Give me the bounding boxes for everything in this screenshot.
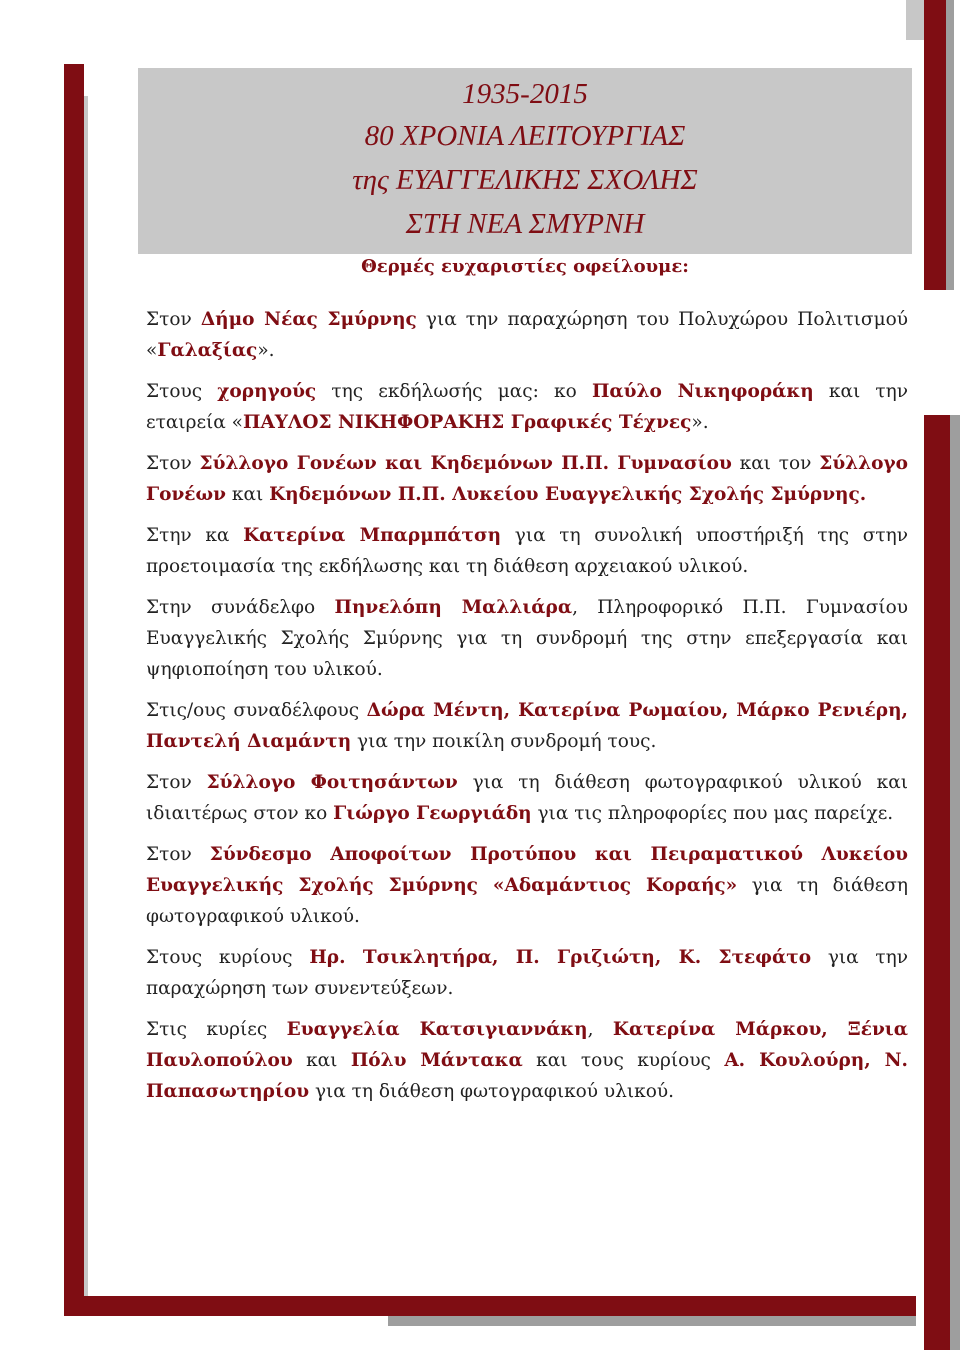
acknowledgements-body: [146, 304, 908, 1117]
highlight: Πηνελόπη Μαλλιάρα: [334, 597, 573, 618]
text: Στον: [146, 453, 200, 474]
ack-paragraph-alumni-society: [146, 767, 908, 829]
right-top-frame-shadow: [946, 0, 954, 290]
text: Στις κυρίες: [146, 1019, 287, 1040]
text: Στις/ους συναδέλφους: [146, 700, 367, 721]
text: και τον: [731, 453, 820, 474]
thanks-heading: Θερμές ευχαριστίες οφείλουμε:: [361, 256, 689, 277]
highlight: Ευαγγελία Κατσιγιαννάκη: [286, 1019, 588, 1040]
ack-paragraph-photo-contributors: [146, 1014, 908, 1107]
text: ».: [257, 340, 275, 361]
text: και: [292, 1050, 351, 1071]
text: για τη διάθεση φωτογραφικού υλικού και ιδιαιτέρως στον κο: [146, 772, 908, 824]
ack-paragraph-barbatsi: [146, 520, 908, 582]
highlight: Σύλλογο Γονέων: [146, 453, 908, 505]
title-years: 1935-2015: [462, 78, 588, 110]
highlight: Σύλλογο Φοιτησάντων: [206, 772, 458, 793]
text: για τη διάθεση φωτογραφικού υλικού.: [309, 1081, 674, 1102]
highlight: Σύνδεσμο Αποφοίτων Προτύπου και Πειραματικού Λυκείου Ευαγγελικής Σχολής Σμύρνης «Αδαμάντιος Κοραής»: [146, 844, 908, 896]
text: και τους κυρίους: [522, 1050, 725, 1071]
highlight: χορηγούς: [217, 381, 317, 402]
left-frame-shadow: [84, 96, 88, 1306]
text: ,: [587, 1019, 613, 1040]
text: Στην κα: [146, 525, 244, 546]
text: για την παραχώρηση του Πολυχώρου Πολιτισμού «: [146, 309, 908, 361]
text: Στον: [146, 844, 210, 865]
text: για την παραχώρηση των συνεντεύξεων.: [146, 947, 908, 999]
highlight: ΠΑΥΛΟΣ ΝΙΚΗΦΟΡΑΚΗΣ Γραφικές Τέχνες: [242, 412, 692, 433]
highlight: Κατερίνα Μπαρμπάτση: [243, 525, 502, 546]
text: , Πληροφορικό Π.Π. Γυμνασίου Ευαγγελικής Σχολής Σμύρνης για τη συνδρομή της στην επεξεργασία και ψηφιοποίηση του υλικού.: [146, 597, 908, 680]
text: για την ποικίλη συνδρομή τους.: [351, 731, 657, 752]
text: της εκδήλωσής μας: κο: [316, 381, 592, 402]
ack-paragraph-colleagues: [146, 695, 908, 757]
highlight: Δώρα Μέντη, Κατερίνα Ρωμαίου, Μάρκο Ρενιέρη, Παντελή Διαμάντη: [146, 700, 908, 752]
text: και: [226, 484, 270, 505]
highlight: Δήμο Νέας Σμύρνης: [200, 309, 417, 330]
text: για τις πληροφορίες που μας παρείχε.: [531, 803, 894, 824]
bottom-frame-shadow: [388, 1316, 916, 1326]
highlight: Κατερίνα Μάρκου, Ξένια Παυλοπούλου: [146, 1019, 908, 1071]
ack-paragraph-parents-associations: [146, 448, 908, 510]
text: Στους: [146, 381, 218, 402]
ack-paragraph-graduates-association: [146, 839, 908, 932]
bottom-frame-bar: [64, 1296, 916, 1316]
text: για τη συνολική υποστήριξή της στην προετοιμασία της εκδήλωσης και τη διάθεση αρχειακού υλικού.: [146, 525, 908, 577]
title-anniversary: 80 ΧΡΟΝΙΑ ΛΕΙΤΟΥΡΓΙΑΣ: [364, 120, 686, 152]
text: για τη διάθεση φωτογραφικού υλικού.: [146, 875, 908, 927]
text: Στην συνάδελφο: [146, 597, 335, 618]
text: Στους κυρίους: [146, 947, 310, 968]
right-bottom-frame-shadow: [950, 415, 960, 1350]
ack-paragraph-sponsors: [146, 376, 908, 438]
right-top-frame-bar: [924, 0, 946, 290]
left-frame-bar: [64, 64, 84, 1314]
highlight: Πόλυ Μάντακα: [350, 1050, 523, 1071]
highlight: Γιώργο Γεωργιάδη: [333, 803, 532, 824]
ack-paragraph-municipality: [146, 304, 908, 366]
right-bottom-frame-bar: [924, 415, 950, 1350]
highlight: Α. Κουλούρη, Ν. Παπασωτηρίου: [146, 1050, 908, 1102]
text: ».: [691, 412, 709, 433]
highlight: Σύλλογο Γονέων και Κηδεμόνων Π.Π. Γυμνασίου: [199, 453, 732, 474]
highlight: Ηρ. Τσικλητήρα, Π. Γριζιώτη, Κ. Στεφάτο: [309, 947, 812, 968]
right-top-gray-block: [906, 0, 924, 40]
highlight: Γαλαξίας: [157, 340, 258, 361]
text: και την εταιρεία «: [146, 381, 908, 433]
highlight: Κηδεμόνων Π.Π. Λυκείου Ευαγγελικής Σχολής Σμύρνης.: [269, 484, 867, 505]
text: Στον: [146, 309, 201, 330]
text: Στον: [146, 772, 207, 793]
highlight: Παύλο Νικηφοράκη: [591, 381, 814, 402]
ack-paragraph-malliara: [146, 592, 908, 685]
ack-paragraph-interviews: [146, 942, 908, 1004]
title-school: της ΕΥΑΓΓΕΛΙΚΗΣ ΣΧΟΛΗΣ: [352, 164, 698, 196]
title-location: ΣΤΗ ΝΕΑ ΣΜΥΡΝΗ: [405, 208, 645, 240]
